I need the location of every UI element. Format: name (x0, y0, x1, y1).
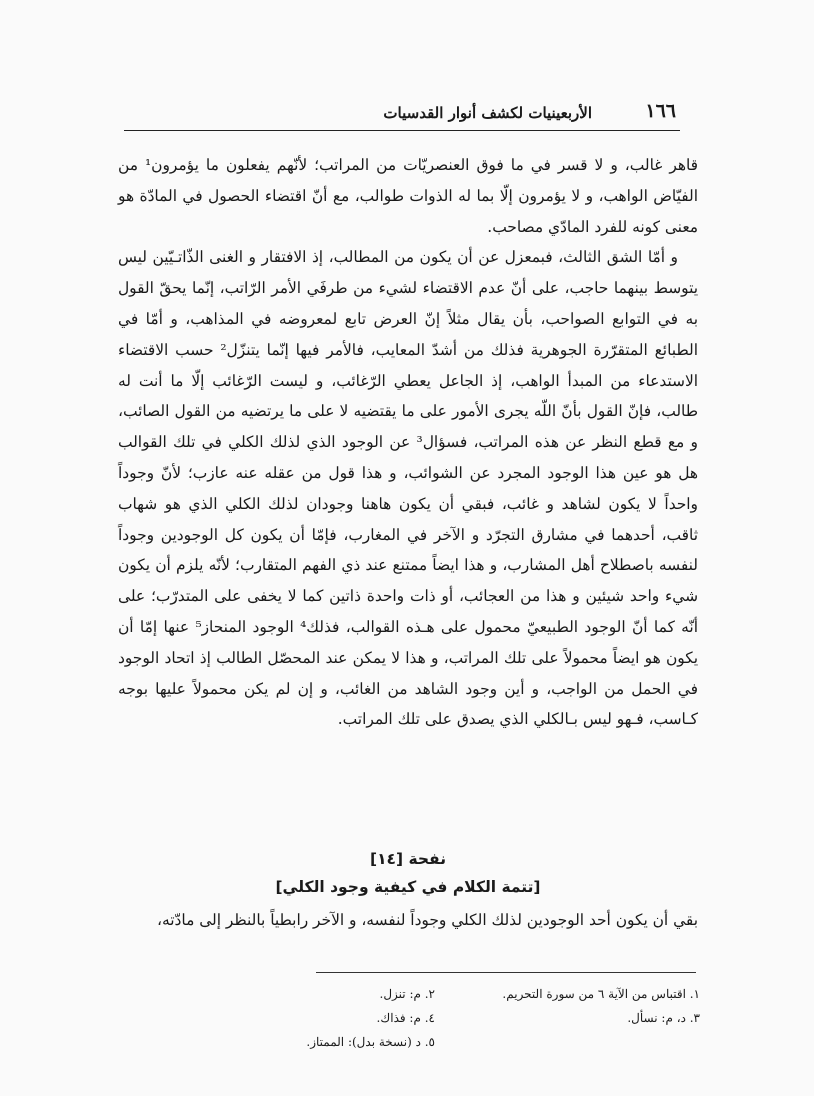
footnote-divider (316, 972, 696, 973)
paragraph: قاهر غالب، و لا قسر في ما فوق العنصريّات من المراتب؛ لأنّهم يفعلون ما يؤمرون¹ من الفيّاض الواهب، و لا يؤمرون إلّا بما له الذوات طوالب، مع أنّ اقتضاء الحصول في المادّة هو معنى كونه للفرد المادّي مصاحب. (118, 156, 698, 236)
main-text (118, 150, 698, 735)
page-number: ١٦٦ (645, 100, 676, 122)
footnotes (170, 982, 700, 1054)
running-title: الأربعينيات لكشف أنوار القدسيات (383, 104, 592, 122)
continuation-paragraph: بقي أن يكون أحد الوجودين لذلك الكلي وجوداً لنفسه، و الآخر رابطياً بالنظر إلى مادّته، (157, 911, 698, 929)
footnote: ٣. د، م: نسأل. (627, 1011, 700, 1025)
footnote: ١. اقتباس من الآية ٦ من سورة التحريم. (502, 987, 700, 1001)
footnote: ٤. م: فذاك. (376, 1011, 435, 1025)
footnote: ٥. د (نسخة بدل): الممتاز. (306, 1035, 435, 1049)
footnote (435, 1030, 700, 1054)
section-heading: نفحة [١٤] (369, 850, 447, 868)
page-header (124, 96, 680, 131)
paragraph: و أمّا الشق الثالث، فبمعزل عن أن يكون من المطالب، إذ الافتقار و الغنى الذّاتـيّين ليس يتوسط بينهما حاجب، على أنّ عدم الاقتضاء لشيء من طرفَي الأمر الرّاتب، إنّما يحقّ القول به في التوابع الصواحب، بأن يقال مثلاً إنّ العرض تابع لمعروضه في المذاهب، و أمّا في الطبائع المتقرّرة الجوهرية فذلك من أشدّ المعايب، فالأمر فيها إنّما يتنزّل² حسب الاقتضاء الاستدعاء من المبدأ الواهب، إذ الجاعل يعطي الرّغائب، و ليست الرّغائب إلّا ما أنت له طالب، فإنّ القول بأنّ اللّه يجرى الأمور على ما يقتضيه لا على ما يرتضيه من القول الصائب، و مع قطع النظر عن هذه المراتب، فسؤال³ عن الوجود الذي لذلك الكلي في تلك القوالب هل هو عين هذا الوجود المجرد عن الشوائب، و هذا قول من عقله عنه عازب؛ لأنّ وجوداً واحداً لا يكون لشاهد و غائب، فبقي أن يكون هاهنا وجودان لذلك الكلي الذي هو شهاب ثاقب، أحدهما في مشارق التجرّد و الآخر في المغارب، فإمّا أن يكون كل الوجودين وجوداً لنفسه باصطلاح أهل المشارب، و هذا ايضاً ممتنع عند ذي الفهم المتقارب؛ لأنّه يلزم أن يكون شيء واحد شيئين و هذا من العجائب، أو ذات واحدة ذاتين كما لا يخفى على المتدرّب؛ على أنّه كما أنّ الوجود الطبيعيّ محمول على هـذه القوالب، فذلك⁴ الوجود المنحاز⁵ عنها إمّا أن يكون هو ايضاً محمولاً على تلك المراتب، و هذا لا يمكن عند المحصّل الطالب إذ اتحاد الوجود في الحمل من الواجب، و أين وجود الشاهد من الغائب، و إن لم يكن محمولاً عليها بوجه كـاسب، فـهو ليس بـالكلي الذي يصدق على تلك المراتب. (118, 248, 699, 729)
footnote: ٢. م: تنزل. (379, 987, 435, 1001)
section-subheading: [تتمة الكلام في كيفية وجود الكلي] (275, 878, 541, 896)
